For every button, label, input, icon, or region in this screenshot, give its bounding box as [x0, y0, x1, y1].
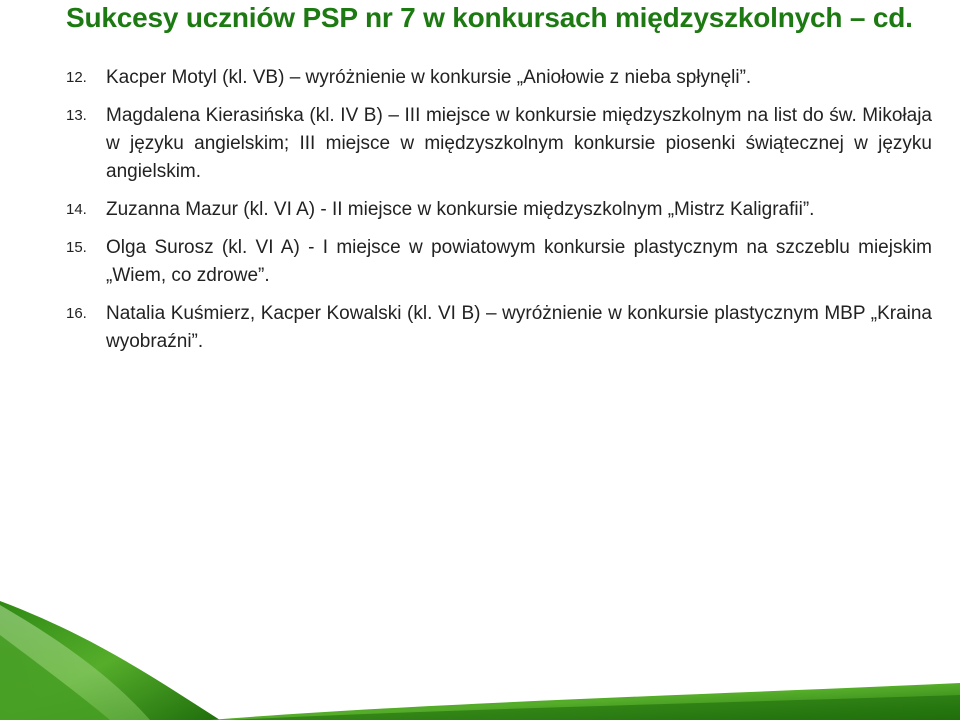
list-item — [66, 102, 932, 186]
item-number: 13. — [66, 107, 87, 124]
item-text: Zuzanna Mazur (kl. VI A) - II miejsce w konkursie międzyszkolnym „Mistrz Kaligrafii”. — [106, 199, 815, 220]
list-item — [66, 300, 932, 356]
slide-title: Sukcesy uczniów PSP nr 7 w konkursach międzyszkolnych – cd. — [66, 2, 913, 33]
item-number: 14. — [66, 201, 87, 218]
item-text: Magdalena Kierasińska (kl. IV B) – III miejsce w konkursie międzyszkolnym na list do św. Mikołaja w języku angielskim; III miejsce w międzyszkolnym konkursie piosenki świątecznej w języku angielskim. — [106, 105, 932, 182]
list-item — [66, 64, 932, 92]
item-number: 12. — [66, 69, 87, 86]
list-item — [66, 196, 932, 224]
list-item — [66, 234, 932, 290]
achievements-list — [66, 64, 932, 366]
item-number: 16. — [66, 305, 87, 322]
decorative-green-swoosh — [0, 595, 960, 720]
item-text: Natalia Kuśmierz, Kacper Kowalski (kl. VI B) – wyróżnienie w konkursie plastycznym MBP „Kraina wyobraźni”. — [106, 303, 932, 352]
item-text: Kacper Motyl (kl. VB) – wyróżnienie w konkursie „Aniołowie z nieba spłynęli”. — [106, 67, 752, 88]
item-text: Olga Surosz (kl. VI A) - I miejsce w powiatowym konkursie plastycznym na szczeblu miejskim „Wiem, co zdrowe”. — [106, 237, 932, 286]
item-number: 15. — [66, 239, 87, 256]
